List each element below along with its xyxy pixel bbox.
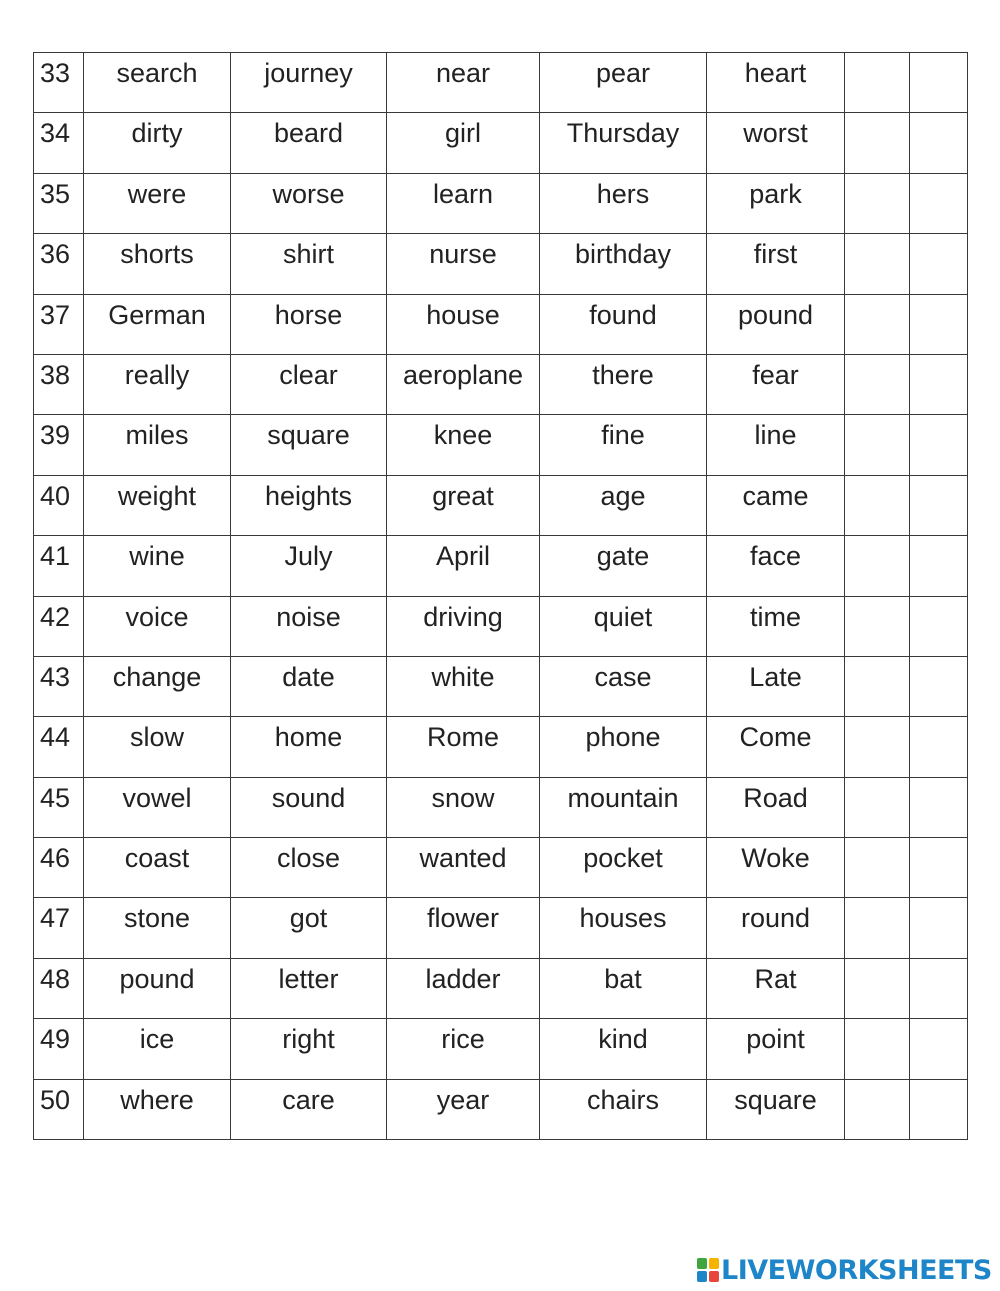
row-number: 43 (34, 656, 84, 716)
word-cell: girl (387, 113, 540, 173)
logo-text: LIVEWORKSHEETS (721, 1254, 992, 1286)
word-cell: bat (540, 958, 707, 1018)
word-cell: square (707, 1079, 845, 1139)
word-cell: Woke (707, 838, 845, 898)
word-cell: right (231, 1019, 387, 1079)
word-cell: letter (231, 958, 387, 1018)
word-cell: worst (707, 113, 845, 173)
word-cell: slow (84, 717, 231, 777)
table-row (34, 53, 968, 113)
logo-square-yellow (709, 1258, 719, 1269)
word-cell: hers (540, 173, 707, 233)
word-cell: pound (707, 294, 845, 354)
row-number: 35 (34, 173, 84, 233)
word-cell: face (707, 536, 845, 596)
liveworksheets-logo-icon (697, 1258, 719, 1282)
table-row (34, 536, 968, 596)
word-cell: Late (707, 656, 845, 716)
answer-cell[interactable] (910, 958, 968, 1018)
answer-cell[interactable] (910, 898, 968, 958)
table-row (34, 898, 968, 958)
answer-cell[interactable] (845, 898, 910, 958)
answer-cell[interactable] (910, 717, 968, 777)
word-cell: wanted (387, 838, 540, 898)
word-cell: white (387, 656, 540, 716)
word-cell: flower (387, 898, 540, 958)
word-cell: came (707, 475, 845, 535)
word-cell: ice (84, 1019, 231, 1079)
table-row (34, 475, 968, 535)
word-cell: German (84, 294, 231, 354)
word-cell: really (84, 354, 231, 414)
row-number: 42 (34, 596, 84, 656)
word-cell: heart (707, 53, 845, 113)
word-cell: line (707, 415, 845, 475)
answer-cell[interactable] (910, 354, 968, 414)
answer-cell[interactable] (845, 234, 910, 294)
word-cell: houses (540, 898, 707, 958)
word-cell: fine (540, 415, 707, 475)
answer-cell[interactable] (845, 656, 910, 716)
logo-square-green (697, 1258, 707, 1269)
word-cell: learn (387, 173, 540, 233)
table-row (34, 838, 968, 898)
table-row (34, 596, 968, 656)
word-cell: where (84, 1079, 231, 1139)
word-cell: miles (84, 415, 231, 475)
word-cell: voice (84, 596, 231, 656)
word-cell: stone (84, 898, 231, 958)
word-cell: kind (540, 1019, 707, 1079)
word-cell: got (231, 898, 387, 958)
answer-cell[interactable] (845, 173, 910, 233)
word-cell: there (540, 354, 707, 414)
table-row (34, 294, 968, 354)
row-number: 33 (34, 53, 84, 113)
word-cell: noise (231, 596, 387, 656)
word-cell: were (84, 173, 231, 233)
row-number: 45 (34, 777, 84, 837)
answer-cell[interactable] (845, 294, 910, 354)
word-table (33, 52, 968, 1140)
liveworksheets-logo[interactable] (697, 1252, 992, 1288)
row-number: 41 (34, 536, 84, 596)
word-cell: clear (231, 354, 387, 414)
word-cell: heights (231, 475, 387, 535)
word-cell: Road (707, 777, 845, 837)
word-cell: journey (231, 53, 387, 113)
word-cell: phone (540, 717, 707, 777)
row-number: 49 (34, 1019, 84, 1079)
row-number: 38 (34, 354, 84, 414)
table-row (34, 717, 968, 777)
row-number: 46 (34, 838, 84, 898)
row-number: 39 (34, 415, 84, 475)
word-cell: house (387, 294, 540, 354)
word-cell: year (387, 1079, 540, 1139)
word-cell: change (84, 656, 231, 716)
answer-cell[interactable] (845, 113, 910, 173)
word-cell: park (707, 173, 845, 233)
word-cell: search (84, 53, 231, 113)
answer-cell[interactable] (845, 475, 910, 535)
answer-cell[interactable] (910, 536, 968, 596)
table-row (34, 656, 968, 716)
answer-cell[interactable] (845, 536, 910, 596)
answer-cell[interactable] (910, 294, 968, 354)
answer-cell[interactable] (845, 1079, 910, 1139)
word-cell: point (707, 1019, 845, 1079)
word-cell: pocket (540, 838, 707, 898)
word-cell: vowel (84, 777, 231, 837)
word-cell: Come (707, 717, 845, 777)
word-cell: Rome (387, 717, 540, 777)
word-table-body (34, 53, 968, 1140)
table-row (34, 113, 968, 173)
answer-cell[interactable] (845, 1019, 910, 1079)
word-cell: gate (540, 536, 707, 596)
word-cell: July (231, 536, 387, 596)
answer-cell[interactable] (845, 777, 910, 837)
word-cell: birthday (540, 234, 707, 294)
row-number: 36 (34, 234, 84, 294)
word-cell: weight (84, 475, 231, 535)
table-row (34, 415, 968, 475)
row-number: 47 (34, 898, 84, 958)
row-number: 44 (34, 717, 84, 777)
answer-cell[interactable] (845, 53, 910, 113)
answer-cell[interactable] (910, 475, 968, 535)
word-cell: time (707, 596, 845, 656)
answer-cell[interactable] (910, 173, 968, 233)
logo-square-blue (697, 1271, 707, 1282)
row-number: 37 (34, 294, 84, 354)
word-cell: driving (387, 596, 540, 656)
word-cell: coast (84, 838, 231, 898)
word-cell: mountain (540, 777, 707, 837)
word-cell: round (707, 898, 845, 958)
word-cell: close (231, 838, 387, 898)
word-cell: wine (84, 536, 231, 596)
word-cell: sound (231, 777, 387, 837)
row-number: 34 (34, 113, 84, 173)
row-number: 48 (34, 958, 84, 1018)
answer-cell[interactable] (845, 958, 910, 1018)
answer-cell[interactable] (910, 596, 968, 656)
table-row (34, 1079, 968, 1139)
word-cell: beard (231, 113, 387, 173)
answer-cell[interactable] (910, 1079, 968, 1139)
word-cell: quiet (540, 596, 707, 656)
word-cell: age (540, 475, 707, 535)
row-number: 40 (34, 475, 84, 535)
answer-cell[interactable] (845, 717, 910, 777)
answer-cell[interactable] (910, 234, 968, 294)
answer-cell[interactable] (910, 1019, 968, 1079)
word-cell: pear (540, 53, 707, 113)
word-cell: date (231, 656, 387, 716)
word-cell: found (540, 294, 707, 354)
word-cell: April (387, 536, 540, 596)
word-cell: near (387, 53, 540, 113)
answer-cell[interactable] (910, 656, 968, 716)
word-cell: snow (387, 777, 540, 837)
word-cell: square (231, 415, 387, 475)
table-row (34, 777, 968, 837)
word-cell: rice (387, 1019, 540, 1079)
word-cell: shorts (84, 234, 231, 294)
logo-square-red (709, 1271, 719, 1282)
table-row (34, 234, 968, 294)
word-cell: pound (84, 958, 231, 1018)
word-cell: aeroplane (387, 354, 540, 414)
table-row (34, 173, 968, 233)
word-cell: care (231, 1079, 387, 1139)
answer-cell[interactable] (845, 596, 910, 656)
word-cell: horse (231, 294, 387, 354)
table-row (34, 354, 968, 414)
word-cell: knee (387, 415, 540, 475)
answer-cell[interactable] (845, 415, 910, 475)
word-cell: case (540, 656, 707, 716)
word-cell: home (231, 717, 387, 777)
answer-cell[interactable] (910, 53, 968, 113)
word-cell: worse (231, 173, 387, 233)
word-cell: Rat (707, 958, 845, 1018)
row-number: 50 (34, 1079, 84, 1139)
answer-cell[interactable] (845, 354, 910, 414)
word-cell: ladder (387, 958, 540, 1018)
word-cell: Thursday (540, 113, 707, 173)
answer-cell[interactable] (845, 838, 910, 898)
word-cell: fear (707, 354, 845, 414)
answer-cell[interactable] (910, 415, 968, 475)
word-cell: great (387, 475, 540, 535)
word-cell: dirty (84, 113, 231, 173)
table-row (34, 958, 968, 1018)
answer-cell[interactable] (910, 113, 968, 173)
word-cell: shirt (231, 234, 387, 294)
word-cell: chairs (540, 1079, 707, 1139)
table-row (34, 1019, 968, 1079)
word-cell: first (707, 234, 845, 294)
answer-cell[interactable] (910, 838, 968, 898)
answer-cell[interactable] (910, 777, 968, 837)
word-cell: nurse (387, 234, 540, 294)
